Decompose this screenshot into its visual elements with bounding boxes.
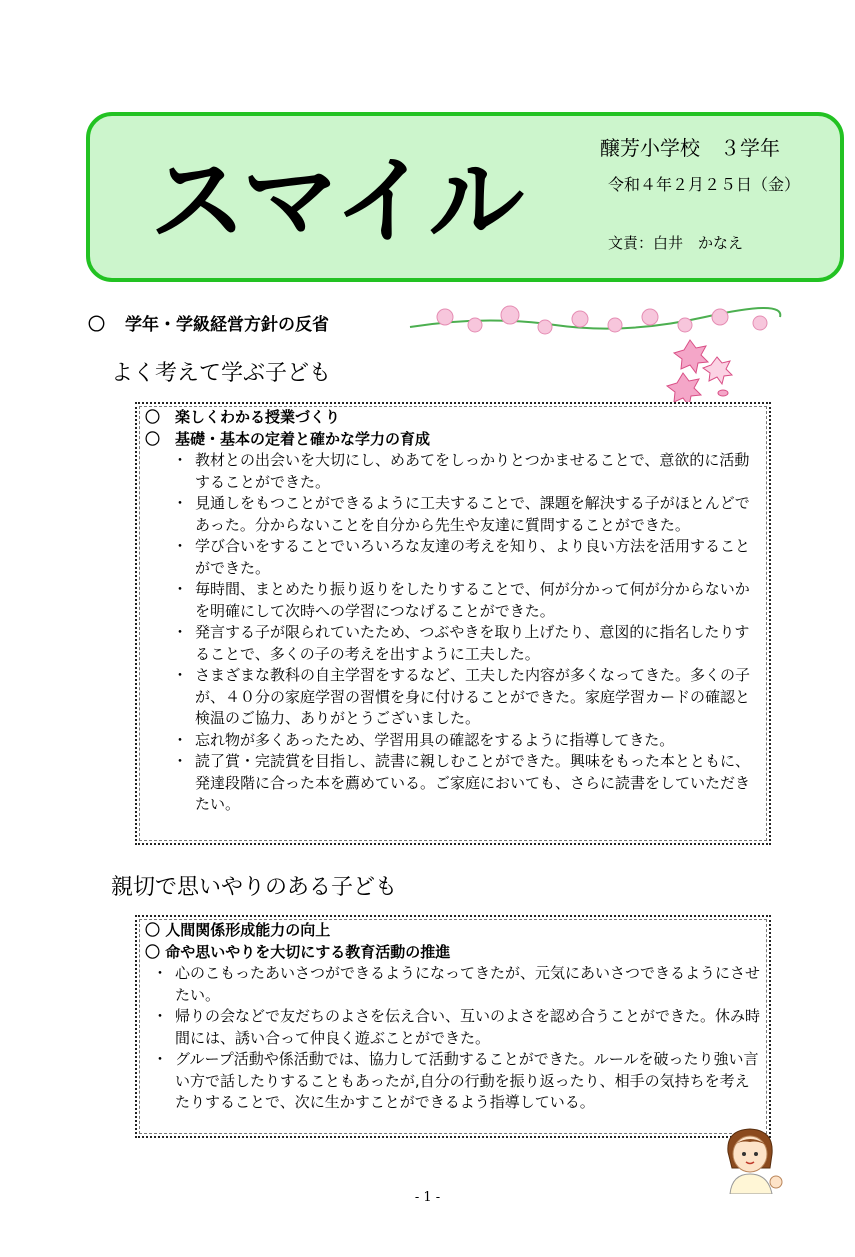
- list-item: ・ 毎時間、まとめたり振り返りをしたりすることで、何が分かって何が分からないかを明確にして次時への学習につなげることができた。: [172, 580, 750, 620]
- part2-box: [135, 915, 771, 1138]
- part2-head-2: 〇 命や思いやりを大切にする教育活動の推進: [145, 942, 451, 961]
- cherry-blossom-branch-illustration: [405, 295, 785, 415]
- part1-box: [135, 402, 771, 845]
- part1-head-2: 〇 基礎・基本の定着と確かな学力の育成: [145, 429, 431, 448]
- section-bullet: 〇: [88, 315, 105, 335]
- list-item: ・ 見通しをもつことができるように工夫することで、課題を解決する子がほとんどであった。分からないことを自分から先生や友達に質問することができた。: [172, 494, 750, 534]
- list-item: ・ 心のこもったあいさつができるようになってきたが、元気にあいさつできるようにさせたい。: [152, 964, 761, 1004]
- list-item: ・ 忘れ物が多くあったため、学習用具の確認をするように指導してきた。: [172, 730, 675, 749]
- list-item: ・ 学び合いをすることでいろいろな友達の考えを知り、より良い方法を活用することができた。: [172, 537, 751, 577]
- page-number: - 1 -: [414, 1190, 441, 1205]
- newsletter-title: スマイル: [150, 145, 523, 257]
- part1-heading: よく考えて学ぶ子ども: [111, 361, 332, 386]
- list-item: ・ さまざまな教科の自主学習をするなど、工夫した内容が多くなってきた。多くの子が、４０分の家庭学習の習慣を身に付けることができた。家庭学習カードの確認と検温のご協力、ありがとうございました。: [172, 666, 751, 727]
- list-item: ・ グループ活動や係活動では、協力して活動することができた。ルールを破ったり強い言い方で話したりすることもあったが,自分の行動を振り返ったり、相手の気持ちを考えたりすることで、次に生かすことができるよう指導している。: [152, 1050, 759, 1111]
- girl-character-illustration: [718, 1124, 788, 1194]
- list-item: ・ 帰りの会などで友だちのよさを伝え合い、互いのよさを認め合うことができた。休み時間には、誘い合って仲良く遊ぶことができた。: [152, 1007, 761, 1047]
- list-item: ・ 読了賞・完読賞を目指し、読書に親しむことができた。興味をもった本とともに、発達段階に合った本を薦めている。ご家庭においても、さらに読書をしていただきたい。: [172, 752, 751, 813]
- part1-head-1: 〇 楽しくわかる授業づくり: [145, 408, 341, 426]
- part2-head-1: 〇 人間関係形成能力の向上: [145, 921, 331, 939]
- section-title: [88, 310, 329, 335]
- part2-heading: 親切で思いやりのある子ども: [111, 875, 398, 900]
- section-title-text: 学年・学級経営方針の反省: [125, 315, 329, 335]
- author-credit: 文責：白井 かなえ: [608, 234, 744, 252]
- list-item: ・ 教材との出会いを大切にし、めあてをしっかりとつかませることで、意欲的に活動することができた。: [172, 451, 750, 491]
- list-item: ・ 発言する子が限られていたため、つぶやきを取り上げたり、意図的に指名したりすることで、多くの子の考えを出すように工夫した。: [172, 623, 750, 663]
- newsletter-header: [86, 112, 844, 282]
- school-class: 醸芳小学校 ３学年: [600, 136, 780, 160]
- issue-date: 令和４年２月２５日（金）: [608, 175, 801, 194]
